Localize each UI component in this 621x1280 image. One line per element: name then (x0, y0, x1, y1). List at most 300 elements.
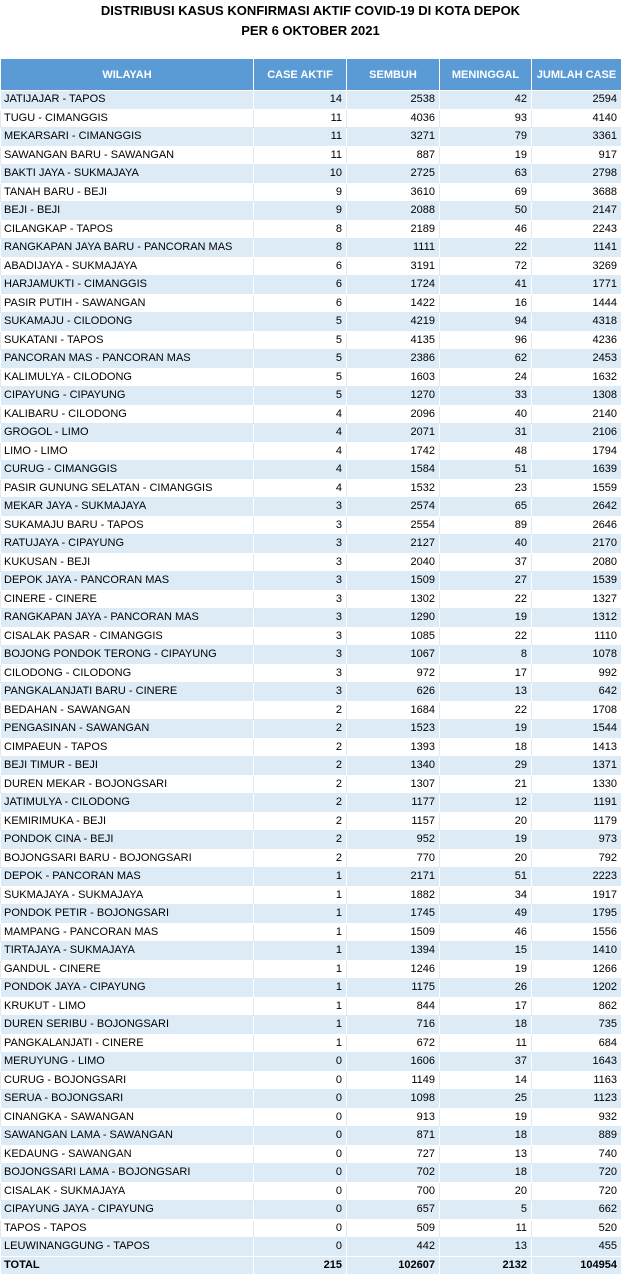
table-row (1, 868, 621, 887)
cell-jumlah-case: 2798 (532, 165, 621, 184)
cell-sembuh: 1307 (347, 775, 440, 794)
cell-sembuh: 1340 (347, 757, 440, 776)
cell-meninggal: 37 (440, 1053, 532, 1072)
cell-jumlah-case: 1110 (532, 627, 621, 646)
cell-wilayah: CILANGKAP - TAPOS (1, 220, 254, 239)
cell-meninggal: 22 (440, 701, 532, 720)
cell-jumlah-case: 740 (532, 1145, 621, 1164)
cell-sembuh: 2574 (347, 498, 440, 517)
cell-case-aktif: 6 (254, 276, 347, 295)
total-label: TOTAL (1, 1256, 254, 1275)
cell-meninggal: 41 (440, 276, 532, 295)
cell-meninggal: 17 (440, 997, 532, 1016)
cell-case-aktif: 2 (254, 775, 347, 794)
total-jumlah-case: 104954 (532, 1256, 621, 1275)
cell-sembuh: 2088 (347, 202, 440, 221)
cell-meninggal: 5 (440, 1201, 532, 1220)
cell-meninggal: 19 (440, 960, 532, 979)
cell-case-aktif: 4 (254, 461, 347, 480)
cell-jumlah-case: 792 (532, 849, 621, 868)
cell-wilayah: MEKAR JAYA - SUKMAJAYA (1, 498, 254, 517)
cell-sembuh: 1422 (347, 294, 440, 313)
table-row (1, 849, 621, 868)
cell-jumlah-case: 1771 (532, 276, 621, 295)
cell-wilayah: LEUWINANGGUNG - TAPOS (1, 1238, 254, 1257)
cell-case-aktif: 1 (254, 997, 347, 1016)
cell-jumlah-case: 4318 (532, 313, 621, 332)
cell-case-aktif: 2 (254, 757, 347, 776)
cell-wilayah: GROGOL - LIMO (1, 424, 254, 443)
cell-jumlah-case: 4236 (532, 331, 621, 350)
cell-sembuh: 1603 (347, 368, 440, 387)
cell-jumlah-case: 3361 (532, 128, 621, 147)
cell-case-aktif: 9 (254, 183, 347, 202)
cell-jumlah-case: 1308 (532, 387, 621, 406)
cell-wilayah: PASIR PUTIH - SAWANGAN (1, 294, 254, 313)
cell-wilayah: PASIR GUNUNG SELATAN - CIMANGGIS (1, 479, 254, 498)
table-row (1, 646, 621, 665)
cell-wilayah: MAMPANG - PANCORAN MAS (1, 923, 254, 942)
cell-meninggal: 24 (440, 368, 532, 387)
cell-sembuh: 1290 (347, 609, 440, 628)
cell-jumlah-case: 1544 (532, 720, 621, 739)
cell-sembuh: 2040 (347, 553, 440, 572)
cell-jumlah-case: 1179 (532, 812, 621, 831)
cell-case-aktif: 3 (254, 609, 347, 628)
cell-meninggal: 20 (440, 849, 532, 868)
cell-meninggal: 34 (440, 886, 532, 905)
cell-meninggal: 23 (440, 479, 532, 498)
cell-jumlah-case: 1202 (532, 979, 621, 998)
cell-meninggal: 18 (440, 1164, 532, 1183)
cell-jumlah-case: 2642 (532, 498, 621, 517)
cell-meninggal: 14 (440, 1071, 532, 1090)
cell-case-aktif: 4 (254, 424, 347, 443)
cell-jumlah-case: 917 (532, 146, 621, 165)
cell-wilayah: KEMIRIMUKA - BEJI (1, 812, 254, 831)
cell-case-aktif: 1 (254, 923, 347, 942)
cell-sembuh: 1302 (347, 590, 440, 609)
cell-sembuh: 1745 (347, 905, 440, 924)
cell-wilayah: CIMPAEUN - TAPOS (1, 738, 254, 757)
cell-case-aktif: 6 (254, 294, 347, 313)
table-row (1, 257, 621, 276)
cell-sembuh: 1882 (347, 886, 440, 905)
cell-wilayah: SUKAMAJU BARU - TAPOS (1, 516, 254, 535)
cell-sembuh: 1509 (347, 923, 440, 942)
cell-jumlah-case: 2594 (532, 91, 621, 110)
cell-wilayah: MEKARSARI - CIMANGGIS (1, 128, 254, 147)
cell-wilayah: JATIMULYA - CILODONG (1, 794, 254, 813)
cell-wilayah: BOJONGSARI BARU - BOJONGSARI (1, 849, 254, 868)
table-row (1, 442, 621, 461)
cell-case-aktif: 1 (254, 868, 347, 887)
cell-case-aktif: 3 (254, 572, 347, 591)
cell-meninggal: 46 (440, 923, 532, 942)
table-row (1, 683, 621, 702)
cell-meninggal: 19 (440, 609, 532, 628)
cell-meninggal: 62 (440, 350, 532, 369)
cell-wilayah: TIRTAJAYA - SUKMAJAYA (1, 942, 254, 961)
table-row (1, 720, 621, 739)
table-row (1, 405, 621, 424)
cell-case-aktif: 1 (254, 886, 347, 905)
table-row (1, 479, 621, 498)
cell-sembuh: 1393 (347, 738, 440, 757)
cell-jumlah-case: 1639 (532, 461, 621, 480)
cell-wilayah: ABADIJAYA - SUKMAJAYA (1, 257, 254, 276)
header-row (1, 59, 621, 91)
cell-meninggal: 37 (440, 553, 532, 572)
table-row (1, 350, 621, 369)
cell-sembuh: 2071 (347, 424, 440, 443)
cell-wilayah: PANGKALANJATI BARU - CINERE (1, 683, 254, 702)
cell-case-aktif: 0 (254, 1090, 347, 1109)
table-row (1, 202, 621, 221)
cell-sembuh: 1175 (347, 979, 440, 998)
cell-jumlah-case: 2080 (532, 553, 621, 572)
cell-case-aktif: 4 (254, 442, 347, 461)
cell-sembuh: 952 (347, 831, 440, 850)
cell-sembuh: 1532 (347, 479, 440, 498)
table-row (1, 905, 621, 924)
table-row (1, 1127, 621, 1146)
cell-meninggal: 96 (440, 331, 532, 350)
cell-wilayah: SUKATANI - TAPOS (1, 331, 254, 350)
table-row (1, 109, 621, 128)
cell-meninggal: 25 (440, 1090, 532, 1109)
cell-meninggal: 89 (440, 516, 532, 535)
table-row (1, 128, 621, 147)
table-row (1, 923, 621, 942)
table-row (1, 1016, 621, 1035)
cell-case-aktif: 2 (254, 812, 347, 831)
table-body (1, 91, 621, 1257)
cell-jumlah-case: 2453 (532, 350, 621, 369)
table-row (1, 757, 621, 776)
cell-meninggal: 42 (440, 91, 532, 110)
cell-jumlah-case: 720 (532, 1164, 621, 1183)
cell-wilayah: SUKMAJAYA - SUKMAJAYA (1, 886, 254, 905)
table-row (1, 886, 621, 905)
cell-case-aktif: 0 (254, 1238, 347, 1257)
cell-case-aktif: 2 (254, 701, 347, 720)
cell-case-aktif: 14 (254, 91, 347, 110)
cell-wilayah: KALIMULYA - CILODONG (1, 368, 254, 387)
cell-wilayah: BEDAHAN - SAWANGAN (1, 701, 254, 720)
cell-jumlah-case: 1795 (532, 905, 621, 924)
table-row (1, 1145, 621, 1164)
table-row (1, 239, 621, 258)
cell-wilayah: SUKAMAJU - CILODONG (1, 313, 254, 332)
cell-jumlah-case: 1410 (532, 942, 621, 961)
table-row (1, 1053, 621, 1072)
table-row (1, 1182, 621, 1201)
cell-sembuh: 4219 (347, 313, 440, 332)
cell-jumlah-case: 1556 (532, 923, 621, 942)
cell-meninggal: 20 (440, 1182, 532, 1201)
cell-case-aktif: 0 (254, 1219, 347, 1238)
cell-sembuh: 871 (347, 1127, 440, 1146)
cell-sembuh: 1724 (347, 276, 440, 295)
table-row (1, 91, 621, 110)
table-row (1, 165, 621, 184)
cell-wilayah: BEJI TIMUR - BEJI (1, 757, 254, 776)
total-case-aktif: 215 (254, 1256, 347, 1275)
cell-meninggal: 51 (440, 461, 532, 480)
cell-wilayah: TAPOS - TAPOS (1, 1219, 254, 1238)
cell-sembuh: 2127 (347, 535, 440, 554)
cell-meninggal: 29 (440, 757, 532, 776)
cell-wilayah: CISALAK - SUKMAJAYA (1, 1182, 254, 1201)
table-row (1, 664, 621, 683)
cell-sembuh: 1270 (347, 387, 440, 406)
cell-case-aktif: 3 (254, 553, 347, 572)
cell-sembuh: 716 (347, 1016, 440, 1035)
title-line-1: DISTRIBUSI KASUS KONFIRMASI AKTIF COVID-19 DI KOTA DEPOK (100, 3, 521, 18)
table-row (1, 498, 621, 517)
table-row (1, 979, 621, 998)
cell-jumlah-case: 684 (532, 1034, 621, 1053)
cell-case-aktif: 0 (254, 1071, 347, 1090)
cell-jumlah-case: 1123 (532, 1090, 621, 1109)
cell-jumlah-case: 2106 (532, 424, 621, 443)
cell-jumlah-case: 4140 (532, 109, 621, 128)
table-row (1, 1201, 621, 1220)
cell-case-aktif: 6 (254, 257, 347, 276)
cell-case-aktif: 3 (254, 498, 347, 517)
cell-case-aktif: 0 (254, 1145, 347, 1164)
total-sembuh: 102607 (347, 1256, 440, 1275)
cell-case-aktif: 5 (254, 387, 347, 406)
cell-meninggal: 13 (440, 683, 532, 702)
table-row (1, 1164, 621, 1183)
cell-jumlah-case: 1444 (532, 294, 621, 313)
cell-meninggal: 18 (440, 1127, 532, 1146)
cell-sembuh: 844 (347, 997, 440, 1016)
table-row (1, 331, 621, 350)
cell-meninggal: 18 (440, 738, 532, 757)
cell-wilayah: DUREN MEKAR - BOJONGSARI (1, 775, 254, 794)
table-row (1, 146, 621, 165)
cell-sembuh: 1246 (347, 960, 440, 979)
table-row (1, 590, 621, 609)
cell-case-aktif: 1 (254, 905, 347, 924)
cell-sembuh: 2538 (347, 91, 440, 110)
cell-wilayah: JATIJAJAR - TAPOS (1, 91, 254, 110)
cell-jumlah-case: 1330 (532, 775, 621, 794)
cell-case-aktif: 8 (254, 239, 347, 258)
cell-wilayah: RANGKAPAN JAYA - PANCORAN MAS (1, 609, 254, 628)
cell-wilayah: LIMO - LIMO (1, 442, 254, 461)
cell-sembuh: 1509 (347, 572, 440, 591)
cell-case-aktif: 11 (254, 128, 347, 147)
cell-case-aktif: 0 (254, 1053, 347, 1072)
cell-jumlah-case: 1539 (532, 572, 621, 591)
cell-sembuh: 2189 (347, 220, 440, 239)
table-row (1, 794, 621, 813)
cell-jumlah-case: 2140 (532, 405, 621, 424)
cell-case-aktif: 5 (254, 350, 347, 369)
table-row (1, 775, 621, 794)
table-row (1, 1034, 621, 1053)
cell-sembuh: 3271 (347, 128, 440, 147)
cell-sembuh: 1149 (347, 1071, 440, 1090)
cell-wilayah: BEJI - BEJI (1, 202, 254, 221)
cell-case-aktif: 5 (254, 313, 347, 332)
cell-wilayah: TANAH BARU - BEJI (1, 183, 254, 202)
cell-case-aktif: 0 (254, 1182, 347, 1201)
cell-case-aktif: 2 (254, 794, 347, 813)
cell-meninggal: 69 (440, 183, 532, 202)
header-case-aktif: CASE AKTIF (254, 59, 347, 91)
cell-case-aktif: 2 (254, 849, 347, 868)
cell-sembuh: 702 (347, 1164, 440, 1183)
table-row (1, 572, 621, 591)
cell-jumlah-case: 3688 (532, 183, 621, 202)
table-row (1, 609, 621, 628)
cell-jumlah-case: 1163 (532, 1071, 621, 1090)
cell-meninggal: 11 (440, 1219, 532, 1238)
table-row (1, 424, 621, 443)
cell-wilayah: SERUA - BOJONGSARI (1, 1090, 254, 1109)
table-row (1, 294, 621, 313)
cell-wilayah: RATUJAYA - CIPAYUNG (1, 535, 254, 554)
cell-jumlah-case: 2243 (532, 220, 621, 239)
cell-case-aktif: 2 (254, 738, 347, 757)
cell-meninggal: 17 (440, 664, 532, 683)
report-title (0, 0, 621, 58)
cell-jumlah-case: 2147 (532, 202, 621, 221)
cell-case-aktif: 11 (254, 109, 347, 128)
cell-wilayah: CINERE - CINERE (1, 590, 254, 609)
cell-wilayah: SAWANGAN BARU - SAWANGAN (1, 146, 254, 165)
table-row (1, 831, 621, 850)
cell-jumlah-case: 1312 (532, 609, 621, 628)
cell-sembuh: 913 (347, 1108, 440, 1127)
cell-wilayah: KUKUSAN - BEJI (1, 553, 254, 572)
cell-sembuh: 1584 (347, 461, 440, 480)
cell-wilayah: TUGU - CIMANGGIS (1, 109, 254, 128)
table-row (1, 738, 621, 757)
cell-jumlah-case: 932 (532, 1108, 621, 1127)
cell-meninggal: 51 (440, 868, 532, 887)
cell-case-aktif: 1 (254, 942, 347, 961)
cell-meninggal: 65 (440, 498, 532, 517)
table-row (1, 313, 621, 332)
cell-meninggal: 20 (440, 812, 532, 831)
cell-sembuh: 2171 (347, 868, 440, 887)
cell-meninggal: 31 (440, 424, 532, 443)
cell-wilayah: DEPOK JAYA - PANCORAN MAS (1, 572, 254, 591)
cell-case-aktif: 3 (254, 664, 347, 683)
cell-case-aktif: 1 (254, 960, 347, 979)
table-row (1, 387, 621, 406)
table-row (1, 535, 621, 554)
cell-case-aktif: 2 (254, 831, 347, 850)
cell-meninggal: 48 (440, 442, 532, 461)
header-jumlah-case: JUMLAH CASE (532, 59, 621, 91)
cell-meninggal: 8 (440, 646, 532, 665)
cell-wilayah: HARJAMUKTI - CIMANGGIS (1, 276, 254, 295)
cases-table (0, 58, 621, 1275)
cell-jumlah-case: 520 (532, 1219, 621, 1238)
cell-meninggal: 18 (440, 1016, 532, 1035)
cell-wilayah: CISALAK PASAR - CIMANGGIS (1, 627, 254, 646)
cell-meninggal: 13 (440, 1238, 532, 1257)
cell-jumlah-case: 662 (532, 1201, 621, 1220)
table-row (1, 553, 621, 572)
cell-meninggal: 11 (440, 1034, 532, 1053)
cell-wilayah: GANDUL - CINERE (1, 960, 254, 979)
cell-sembuh: 509 (347, 1219, 440, 1238)
cell-meninggal: 63 (440, 165, 532, 184)
cell-case-aktif: 3 (254, 627, 347, 646)
table-row (1, 1108, 621, 1127)
cell-jumlah-case: 889 (532, 1127, 621, 1146)
cell-wilayah: PANGKALANJATI - CINERE (1, 1034, 254, 1053)
cell-wilayah: BOJONGSARI LAMA - BOJONGSARI (1, 1164, 254, 1183)
cell-case-aktif: 0 (254, 1201, 347, 1220)
cell-meninggal: 19 (440, 146, 532, 165)
cell-wilayah: PANCORAN MAS - PANCORAN MAS (1, 350, 254, 369)
cell-case-aktif: 2 (254, 720, 347, 739)
cell-meninggal: 79 (440, 128, 532, 147)
cell-sembuh: 1085 (347, 627, 440, 646)
cell-jumlah-case: 1191 (532, 794, 621, 813)
cell-sembuh: 1177 (347, 794, 440, 813)
cell-wilayah: KEDAUNG - SAWANGAN (1, 1145, 254, 1164)
cell-meninggal: 19 (440, 831, 532, 850)
cell-jumlah-case: 1794 (532, 442, 621, 461)
cell-wilayah: RANGKAPAN JAYA BARU - PANCORAN MAS (1, 239, 254, 258)
cell-sembuh: 1523 (347, 720, 440, 739)
cell-case-aktif: 10 (254, 165, 347, 184)
cell-meninggal: 22 (440, 239, 532, 258)
cell-jumlah-case: 735 (532, 1016, 621, 1035)
cell-jumlah-case: 455 (532, 1238, 621, 1257)
cell-sembuh: 1606 (347, 1053, 440, 1072)
cell-sembuh: 626 (347, 683, 440, 702)
cell-meninggal: 21 (440, 775, 532, 794)
table-row (1, 276, 621, 295)
cell-wilayah: SAWANGAN LAMA - SAWANGAN (1, 1127, 254, 1146)
table-row (1, 701, 621, 720)
cell-wilayah: PONDOK JAYA - CIPAYUNG (1, 979, 254, 998)
cell-jumlah-case: 1266 (532, 960, 621, 979)
cell-case-aktif: 3 (254, 646, 347, 665)
cell-jumlah-case: 862 (532, 997, 621, 1016)
cell-sembuh: 4135 (347, 331, 440, 350)
table-row (1, 1238, 621, 1257)
cell-jumlah-case: 1632 (532, 368, 621, 387)
cell-case-aktif: 1 (254, 1034, 347, 1053)
table-row (1, 1071, 621, 1090)
cell-jumlah-case: 1559 (532, 479, 621, 498)
cell-sembuh: 2554 (347, 516, 440, 535)
table-row (1, 997, 621, 1016)
cell-jumlah-case: 1078 (532, 646, 621, 665)
cell-jumlah-case: 1413 (532, 738, 621, 757)
cell-wilayah: KRUKUT - LIMO (1, 997, 254, 1016)
cell-case-aktif: 0 (254, 1108, 347, 1127)
cell-wilayah: BAKTI JAYA - SUKMAJAYA (1, 165, 254, 184)
cell-case-aktif: 11 (254, 146, 347, 165)
table-row (1, 960, 621, 979)
cell-meninggal: 19 (440, 720, 532, 739)
cell-wilayah: PENGASINAN - SAWANGAN (1, 720, 254, 739)
cell-wilayah: DUREN SERIBU - BOJONGSARI (1, 1016, 254, 1035)
